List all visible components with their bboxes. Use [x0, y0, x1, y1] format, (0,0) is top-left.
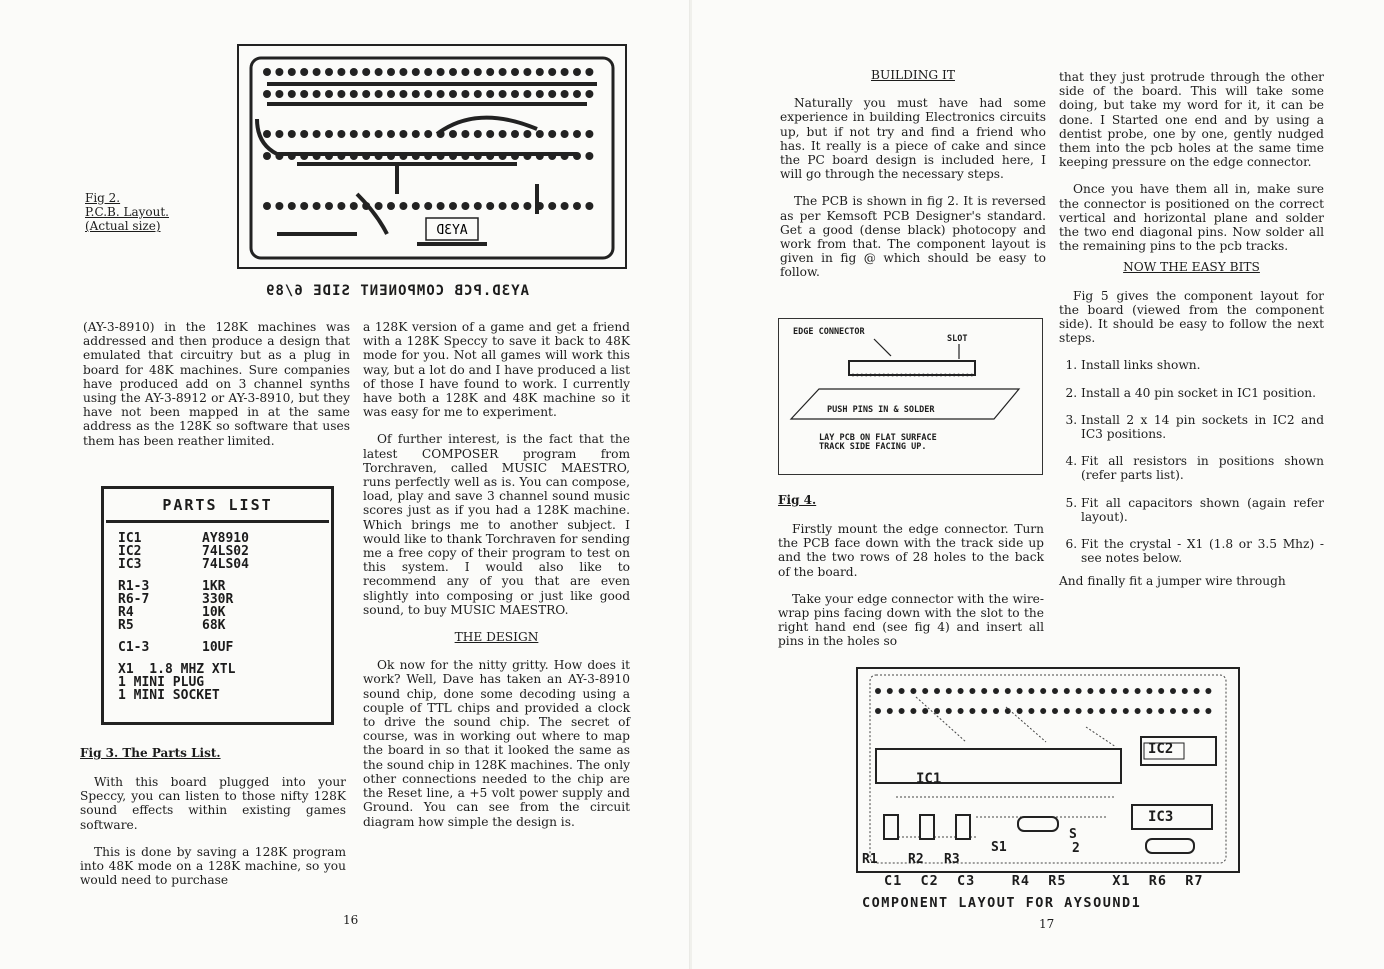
paragraph: And finally fit a jumper wire through [1059, 574, 1286, 589]
pad-dot [869, 374, 872, 377]
pad-dot [437, 202, 445, 210]
pad-dot [856, 374, 859, 377]
pad-dot [899, 688, 905, 694]
section-heading: NOW THE EASY BITS [1123, 260, 1260, 275]
pad-dot [1052, 708, 1058, 714]
pad-dot [337, 90, 345, 98]
lay-pcb-label-2: TRACK SIDE FACING UP. [819, 442, 927, 452]
part-other: X1 1.8 MHZ XTL [118, 662, 236, 677]
pad-dot [926, 374, 929, 377]
pad-dot [263, 152, 271, 160]
paragraph: The PCB is shown in fig 2. It is reversed as per Kemsoft PCB Designer's standard. Get a good (dense black) photocopy and work from that. The component layout is given in fig @ which should be easy to follow. [780, 194, 1046, 280]
paragraph: Once you have them all in, make sure the connector is positioned on the correct vertical and horizontal plane and solder the two end diagonal pins. Now solder all the remaining pins to the pcb tracks. [1059, 182, 1324, 254]
pad-dot [548, 202, 556, 210]
pad-dot [523, 68, 531, 76]
pad-dot [573, 202, 581, 210]
r2-label: R2 [908, 852, 924, 867]
left-page [0, 0, 690, 969]
pad-dot [300, 202, 308, 210]
pad-dot [887, 708, 893, 714]
pad-dot [474, 90, 482, 98]
pad-dot [263, 90, 271, 98]
pad-dot [957, 374, 960, 377]
part-value: 10UF [202, 640, 234, 655]
fig2-caption-line: Fig 2. [85, 191, 121, 205]
pad-dot [904, 374, 907, 377]
component-labels-row: C1 C2 C3 R4 R5 X1 R6 R7 [884, 873, 1204, 889]
pad-dot [1146, 688, 1152, 694]
paragraph: Take your edge connector with the wire-wrap pins facing down with the slot to the right hand end (see fig 4) and insert all pins in the holes so [778, 591, 1044, 649]
pad-dot [337, 68, 345, 76]
pad-dot [511, 202, 519, 210]
part-ref: R6-7 [118, 592, 150, 607]
parts-list-title: PARTS LIST [106, 489, 329, 523]
pad-dot [573, 130, 581, 138]
pad-dot [1064, 708, 1070, 714]
pad-dot [944, 374, 947, 377]
pad-dot [896, 374, 899, 377]
pad-dot [1170, 708, 1176, 714]
pad-dot [424, 130, 432, 138]
pad-dot [860, 374, 863, 377]
pad-dot [1087, 688, 1093, 694]
pad-dot [953, 374, 956, 377]
page-number: 16 [343, 913, 359, 927]
pad-dot [461, 202, 469, 210]
pad-dot [313, 90, 321, 98]
edge-connector-label: EDGE CONNECTOR [793, 327, 865, 337]
pad-dot [362, 68, 370, 76]
pcb-small-label: AY3D [436, 223, 468, 238]
pad-dot [325, 130, 333, 138]
pad-dot [966, 374, 969, 377]
pad-dot [461, 130, 469, 138]
pad-dot [325, 68, 333, 76]
pad-dot [962, 374, 965, 377]
pad-dot [993, 688, 999, 694]
pad-dot [263, 68, 271, 76]
paragraph: Of further interest, is the fact that the latest COMPOSER program from Torchraven, called MUSIC MAESTRO, runs perfectly well as is. You can compose, load, play and save 3 channel sound music scores just as if you had a 128K machine. Which brings me to another subject. I would like to thank Torchraven for sending me a free copy of their program to test on this system. I would also like to recommend any of you that are even slightly into composing or just like good sound, to buy MUSIC MAESTRO. [363, 432, 630, 617]
pad-dot [958, 688, 964, 694]
pad-dot [399, 130, 407, 138]
pad-dot [300, 90, 308, 98]
pad-dot [981, 688, 987, 694]
pad-dot [325, 90, 333, 98]
pad-dot [934, 708, 940, 714]
pad-dot [852, 374, 855, 377]
part-ref: R4 [118, 605, 134, 620]
pad-dot [523, 130, 531, 138]
pad-dot [548, 68, 556, 76]
pad-dot [573, 68, 581, 76]
pad-dot [1158, 688, 1164, 694]
pad-dot [474, 130, 482, 138]
pad-dot [1087, 708, 1093, 714]
section-heading: THE DESIGN [454, 630, 539, 645]
pad-dot [449, 130, 457, 138]
pad-dot [878, 374, 881, 377]
pad-dot [946, 688, 952, 694]
pad-dot [1028, 708, 1034, 714]
s2-label: 2 [1072, 841, 1080, 856]
left-column-1 [83, 320, 350, 461]
pad-dot [449, 202, 457, 210]
pad-dot [300, 130, 308, 138]
pad-dot [918, 374, 921, 377]
pad-dot [449, 68, 457, 76]
pad-dot [548, 130, 556, 138]
pad-dot [387, 202, 395, 210]
pad-dot [486, 90, 494, 98]
pad-dot [313, 130, 321, 138]
step-item: 5. Fit all capacitors shown (again refer layout). [1081, 496, 1324, 524]
pad-dot [424, 68, 432, 76]
pad-dot [969, 688, 975, 694]
part-value: 330R [202, 592, 234, 607]
pad-dot [337, 202, 345, 210]
pad-dot [288, 68, 296, 76]
pad-dot [922, 688, 928, 694]
pad-dot [1111, 708, 1117, 714]
part-ref: IC1 [118, 531, 142, 546]
left-column-1-lower [80, 775, 346, 900]
pad-dot [585, 130, 593, 138]
pad-dot [511, 90, 519, 98]
ic1-label: IC1 [916, 771, 942, 787]
pcb-layout-drawing [237, 44, 627, 269]
pad-dot [399, 90, 407, 98]
pad-dot [865, 374, 868, 377]
part-value: 74LS02 [202, 544, 249, 559]
pad-dot [387, 130, 395, 138]
pad-dot [511, 68, 519, 76]
pad-dot [1017, 708, 1023, 714]
pad-dot [993, 708, 999, 714]
part-ref: IC3 [118, 557, 142, 572]
paragraph: a 128K version of a game and get a friend with a 128K Speccy to save it back to 48K mode for you. Not all games will work this way, but a lot do and I have produced a list of those I have found to work. I currently have both a 128K and 48K machine so it was easy for me to experiment. [363, 320, 630, 420]
right-column-1-lower [778, 522, 1044, 662]
pcb-mirrored-label: AY3D.PCB COMPONENT SIDE 6/89 [265, 283, 530, 299]
component-layout-figure [856, 667, 1240, 873]
pad-dot [882, 374, 885, 377]
pad-dot [1123, 708, 1129, 714]
part-value: 74LS04 [202, 557, 249, 572]
part-ref: C1-3 [118, 640, 150, 655]
component-layout-drawing [856, 667, 1240, 873]
pad-dot [585, 202, 593, 210]
assembly-steps [1059, 358, 1324, 565]
pad-dot [1146, 708, 1152, 714]
pad-dot [1028, 688, 1034, 694]
pad-dot [1135, 688, 1141, 694]
paragraph: Firstly mount the edge connector. Turn the PCB face down with the track side up and the two rows of 28 holes to the back of the board. [778, 522, 1044, 579]
pad-dot [1064, 688, 1070, 694]
lay-pcb-label-1: LAY PCB ON FLAT SURFACE [819, 433, 937, 443]
pad-dot [1076, 708, 1082, 714]
part-ref: R1-3 [118, 579, 150, 594]
pad-dot [585, 68, 593, 76]
fig2-caption-line: (Actual size) [85, 219, 161, 233]
pad-dot [300, 68, 308, 76]
pad-dot [486, 68, 494, 76]
pad-dot [350, 68, 358, 76]
parts-row [104, 641, 331, 654]
part-ref: IC2 [118, 544, 142, 559]
pad-dot [275, 202, 283, 210]
pad-dot [474, 202, 482, 210]
pad-dot [412, 130, 420, 138]
paragraph: This is done by saving a 128K program into 48K mode on a 128K machine, so you would need to purchase [80, 844, 346, 888]
pad-dot [375, 90, 383, 98]
pad-dot [1205, 688, 1211, 694]
right-column-1 [780, 68, 1046, 293]
fig3-caption: Fig 3. The Parts List. [80, 746, 221, 760]
parts-resistor-group [104, 580, 331, 632]
pad-dot [399, 68, 407, 76]
pad-dot [970, 374, 973, 377]
ic2-label: IC2 [1148, 741, 1174, 757]
pad-dot [437, 68, 445, 76]
parts-row [104, 619, 331, 632]
fig2-caption-line: P.C.B. Layout. [85, 205, 169, 219]
paragraph: Naturally you must have had some experience in building Electronics circuits up, but if not try and find a friend who has. It really is a piece of cake and since the PC board design is included here, I will go through the necessary steps. [780, 96, 1046, 182]
pad-dot [1170, 688, 1176, 694]
pad-dot [288, 202, 296, 210]
part-other: 1 MINI SOCKET [118, 688, 220, 703]
pad-dot [337, 130, 345, 138]
pad-dot [275, 130, 283, 138]
part-value: 1KR [202, 579, 226, 594]
component-layout-title: COMPONENT LAYOUT FOR AYSOUND1 [862, 895, 1142, 911]
pad-dot [313, 202, 321, 210]
pad-dot [1052, 688, 1058, 694]
step-item: 2. Install a 40 pin socket in IC1 position. [1081, 386, 1324, 400]
slot-label: SLOT [947, 334, 968, 344]
pad-dot [350, 90, 358, 98]
pad-dot [461, 90, 469, 98]
pad-dot [561, 202, 569, 210]
pad-dot [1040, 708, 1046, 714]
parts-cap-group [104, 641, 331, 654]
pad-dot [288, 90, 296, 98]
pad-dot [913, 374, 916, 377]
parts-row [104, 558, 331, 571]
pad-dot [931, 374, 934, 377]
pad-dot [263, 202, 271, 210]
pad-dot [922, 708, 928, 714]
pad-dot [350, 202, 358, 210]
pad-dot [573, 90, 581, 98]
pad-dot [910, 688, 916, 694]
pad-dot [362, 90, 370, 98]
pad-dot [474, 68, 482, 76]
pad-dot [1194, 708, 1200, 714]
pad-dot [523, 202, 531, 210]
pad-dot [511, 130, 519, 138]
pad-dot [969, 708, 975, 714]
s1-label: S1 [991, 840, 1007, 855]
step-item: 4. Fit all resistors in positions shown (refer parts list). [1081, 454, 1324, 482]
pad-dot [536, 90, 544, 98]
pad-dot [499, 202, 507, 210]
pad-dot [449, 90, 457, 98]
pad-dot [437, 90, 445, 98]
paragraph: Fig 5 gives the component layout for the board (viewed from the component side). It should be easy to follow the next steps. [1059, 288, 1324, 346]
pad-dot [875, 708, 881, 714]
r1-label: R1 [862, 852, 878, 867]
pad-dot [948, 374, 951, 377]
pad-dot [1111, 688, 1117, 694]
pad-dot [1182, 688, 1188, 694]
pad-dot [536, 130, 544, 138]
left-column-2 [363, 320, 630, 842]
paragraph: that they just protrude through the other side of the board. This will take some doing, but take my word for it, it can be done. I Started one end and by using a dentist probe, one by one, gently nudged them into the pcb holes at the same time keeping pressure on the edge connector. [1059, 70, 1324, 170]
right-column-2 [1059, 70, 1324, 602]
pad-dot [424, 90, 432, 98]
pad-dot [375, 68, 383, 76]
pad-dot [900, 374, 903, 377]
pad-dot [899, 708, 905, 714]
part-value: 68K [202, 618, 226, 633]
pad-dot [934, 688, 940, 694]
pad-dot [399, 202, 407, 210]
pad-dot [909, 374, 912, 377]
pad-dot [375, 202, 383, 210]
pad-dot [1099, 688, 1105, 694]
pad-dot [1076, 688, 1082, 694]
pad-dot [288, 130, 296, 138]
pad-dot [362, 130, 370, 138]
pad-dot [387, 68, 395, 76]
fig2-caption [85, 191, 169, 233]
pad-dot [935, 374, 938, 377]
pad-dot [548, 90, 556, 98]
pad-dot [887, 374, 890, 377]
pad-dot [1194, 688, 1200, 694]
pad-dot [1182, 708, 1188, 714]
pad-dot [523, 90, 531, 98]
parts-other-group [104, 663, 331, 702]
paragraph: With this board plugged into your Speccy, you can listen to those nifty 128K sound effects within existing games software. [80, 775, 346, 832]
pad-dot [412, 202, 420, 210]
ic3-label: IC3 [1148, 809, 1174, 825]
pad-dot [910, 708, 916, 714]
pad-dot [486, 202, 494, 210]
page-number: 17 [1039, 917, 1055, 931]
pad-dot [499, 68, 507, 76]
part-value: 10K [202, 605, 226, 620]
pad-dot [499, 130, 507, 138]
pad-dot [1099, 708, 1105, 714]
pad-dot [1040, 688, 1046, 694]
parts-ic-group [104, 532, 331, 571]
pad-dot [486, 130, 494, 138]
pad-dot [1017, 688, 1023, 694]
pad-dot [874, 374, 877, 377]
step-item: 3. Install 2 x 14 pin sockets in IC2 and IC3 positions. [1081, 413, 1324, 441]
paragraph: Ok now for the nitty gritty. How does it work? Well, Dave has taken an AY-3-8910 sound chip, done some decoding using a couple of TTL chips and provided a clock to drive the sound chip. The secret of course, was in working out where to map the board in so that it looked the same as the sound chip in 128K machines. The only other connections needed to the chip are the Reset line, a +5 volt power supply and Ground. You can see from the circuit diagram how simple the design is. [363, 658, 630, 829]
pad-dot [875, 688, 881, 694]
pad-dot [412, 90, 420, 98]
pad-dot [585, 90, 593, 98]
s-label: S [1069, 827, 1077, 842]
pad-dot [922, 374, 925, 377]
pad-dot [887, 688, 893, 694]
section-heading: BUILDING IT [871, 68, 955, 82]
pad-dot [946, 708, 952, 714]
part-other: 1 MINI PLUG [118, 675, 205, 690]
pad-dot [981, 708, 987, 714]
pad-dot [1005, 688, 1011, 694]
paragraph: (AY-3-8910) in the 128K machines was addressed and then produce a design that emulated that circuitry but as a plug in board for 48K machines. Sure companies have produced add on 3 channel synths using the AY-3-8912 or AY-3-8910, but they have not been mapped in at the same address as the 128K so software that uses them has been reather limited. [83, 320, 350, 448]
r3-label: R3 [944, 852, 960, 867]
pad-dot [585, 152, 593, 160]
pad-dot [313, 68, 321, 76]
part-ref: R5 [118, 618, 134, 633]
pad-dot [536, 68, 544, 76]
step-item: 1. Install links shown. [1081, 358, 1324, 372]
pad-dot [940, 374, 943, 377]
push-pins-label: PUSH PINS IN & SOLDER [827, 405, 935, 415]
pad-dot [412, 68, 420, 76]
pad-dot [1123, 688, 1129, 694]
pad-dot [1158, 708, 1164, 714]
pad-dot [499, 90, 507, 98]
pad-dot [1135, 708, 1141, 714]
pad-dot [387, 90, 395, 98]
pad-dot [275, 90, 283, 98]
step-item: 6. Fit the crystal - X1 (1.8 or 3.5 Mhz) - see notes below. [1081, 537, 1324, 565]
part-value: AY8910 [202, 531, 249, 546]
pad-dot [1205, 708, 1211, 714]
pad-dot [263, 130, 271, 138]
parts-list-box [101, 486, 334, 725]
fig4-caption: Fig 4. [778, 493, 817, 507]
pad-dot [958, 708, 964, 714]
pcb-layout-figure [237, 44, 627, 269]
pad-dot [561, 68, 569, 76]
pad-dot [350, 130, 358, 138]
pad-dot [561, 90, 569, 98]
pad-dot [891, 374, 894, 377]
pad-dot [461, 68, 469, 76]
pad-dot [424, 202, 432, 210]
pad-dot [275, 68, 283, 76]
pad-dot [561, 130, 569, 138]
pad-dot [325, 202, 333, 210]
fig4-edge-connector-diagram [778, 318, 1043, 475]
pad-dot [375, 130, 383, 138]
